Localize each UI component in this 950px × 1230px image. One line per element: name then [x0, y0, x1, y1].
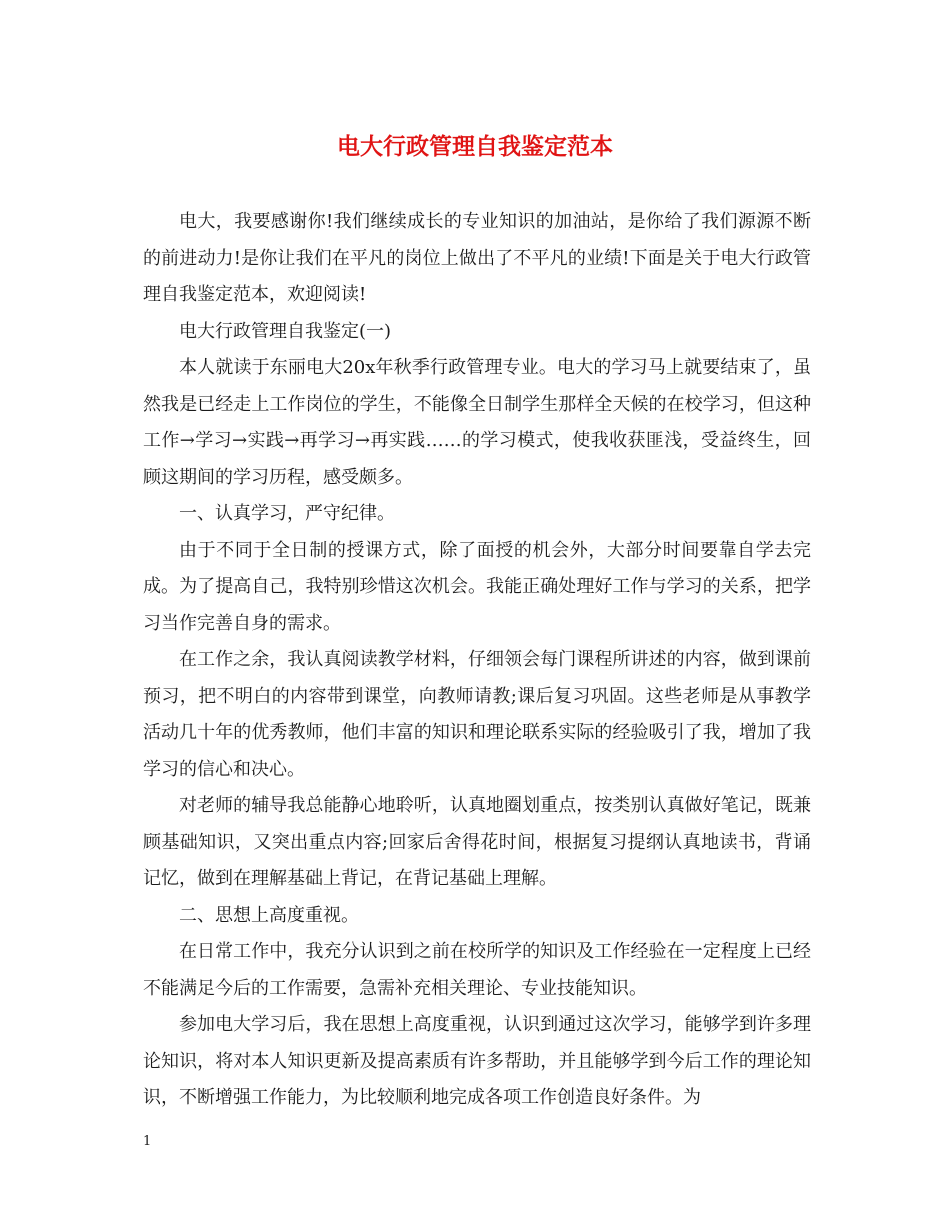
- page-number: 1: [143, 1134, 152, 1149]
- paragraph: 由于不同于全日制的授课方式，除了面授的机会外，大部分时间要靠自学去完成。为了提高自己，我特别珍惜这次机会。我能正确处理好工作与学习的关系，把学习当作完善自身的需求。: [143, 539, 811, 634]
- subheading-attitude: 二、思想上高度重视。: [179, 904, 359, 926]
- paragraph: 本人就读于东丽电大20x年秋季行政管理专业。电大的学习马上就要结束了，虽然我是已经走上工作岗位的学生，不能像全日制学生那样全天候的在校学习，但这种工作→学习→实践→再学习→再实践……的学习模式，使我收获匪浅，受益终生，回顾这期间的学习历程，感受颇多。: [143, 357, 811, 488]
- paragraph: 参加电大学习后，我在思想上高度重视，认识到通过这次学习，能够学到许多理论知识，将对本人知识更新及提高素质有许多帮助，并且能够学到今后工作的理论知识，不断增强工作能力，为比较顺利地完成各项工作创造良好条件。为: [143, 1014, 811, 1108]
- paragraph-intro: 电大，我要感谢你!我们继续成长的专业知识的加油站，是你给了我们源源不断的前进动力!是你让我们在平凡的岗位上做出了不平凡的业绩!下面是关于电大行政管理自我鉴定范本，欢迎阅读!: [143, 211, 811, 305]
- document-title: 电大行政管理自我鉴定范本: [337, 134, 613, 160]
- document-body: [143, 204, 811, 1117]
- section-heading-1: 电大行政管理自我鉴定(一): [179, 320, 392, 342]
- paragraph: 在日常工作中，我充分认识到之前在校所学的知识及工作经验在一定程度上已经不能满足今后的工作需要，急需补充相关理论、专业技能知识。: [143, 941, 811, 999]
- paragraph: 对老师的辅导我总能静心地聆听，认真地圈划重点，按类别认真做好笔记，既兼顾基础知识，又突出重点内容;回家后舍得花时间，根据复习提纲认真地读书，背诵记忆，做到在理解基础上背记，在背记基础上理解。: [143, 795, 811, 889]
- paragraph: 在工作之余，我认真阅读教学材料，仔细领会每门课程所讲述的内容，做到课前预习，把不明白的内容带到课堂，向教师请教;课后复习巩固。这些老师是从事教学活动几十年的优秀教师，他们丰富的知识和理论联系实际的经验吸引了我，增加了我学习的信心和决心。: [143, 649, 811, 780]
- subheading-study-discipline: 一、认真学习，严守纪律。: [179, 503, 395, 524]
